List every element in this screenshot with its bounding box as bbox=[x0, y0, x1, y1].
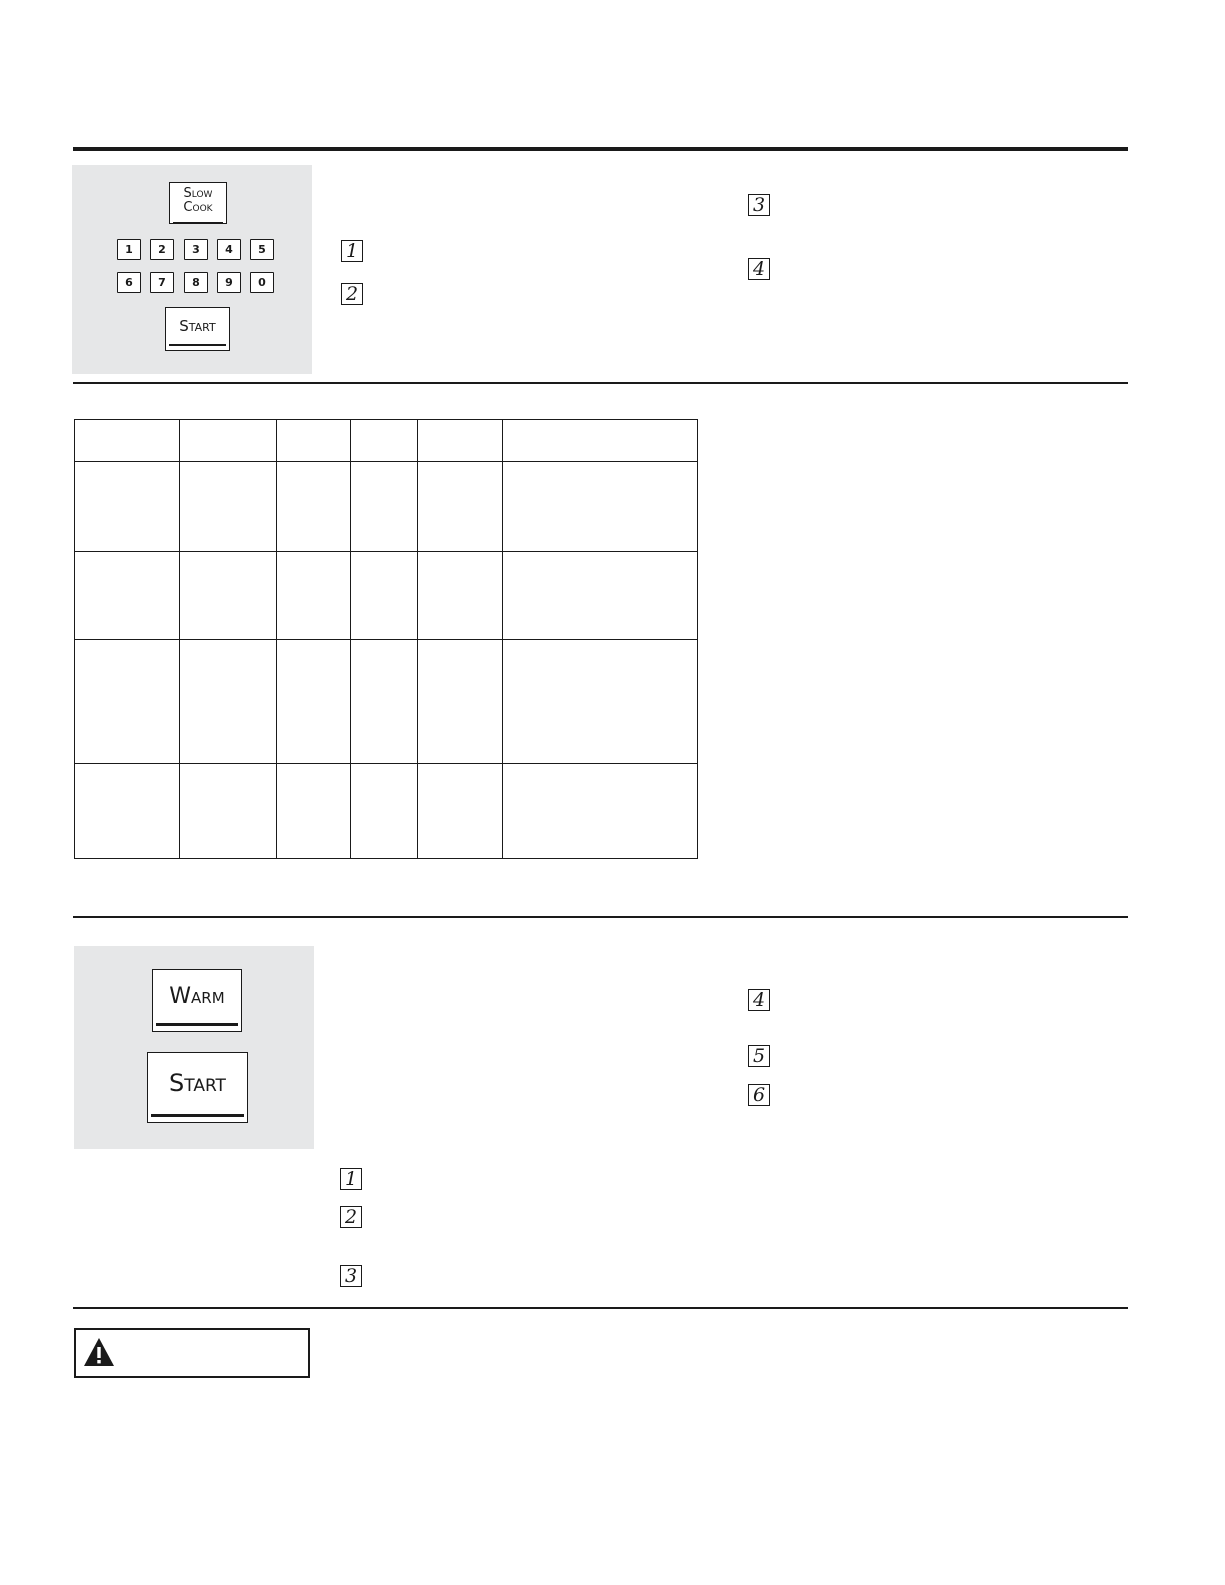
table-row-divider bbox=[75, 551, 697, 552]
warm-step-4: 4 bbox=[748, 989, 770, 1011]
warm-start-key[interactable] bbox=[147, 1052, 248, 1123]
number-key-8[interactable]: 8 bbox=[184, 272, 208, 293]
number-key-4[interactable]: 4 bbox=[217, 239, 241, 260]
section-rule-top bbox=[73, 147, 1128, 151]
start-key-label: Start bbox=[179, 317, 216, 335]
caution-box bbox=[74, 1328, 310, 1378]
key-underline bbox=[156, 1023, 238, 1026]
table-row-divider bbox=[75, 639, 697, 640]
warm-step-5: 5 bbox=[748, 1045, 770, 1067]
section-rule-caution bbox=[73, 1307, 1128, 1309]
table-row-divider bbox=[75, 763, 697, 764]
slow-cook-table bbox=[74, 419, 698, 859]
number-key-3[interactable]: 3 bbox=[184, 239, 208, 260]
table-row-divider bbox=[75, 461, 697, 462]
warm-key-label: Warm bbox=[169, 984, 225, 1009]
warm-step-2: 2 bbox=[340, 1206, 362, 1228]
number-key-6[interactable]: 6 bbox=[117, 272, 141, 293]
warning-triangle-icon bbox=[83, 1337, 115, 1367]
warm-key[interactable] bbox=[152, 969, 242, 1032]
number-key-2[interactable]: 2 bbox=[150, 239, 174, 260]
warm-step-6: 6 bbox=[748, 1084, 770, 1106]
number-key-9[interactable]: 9 bbox=[217, 272, 241, 293]
section-rule-warm bbox=[73, 916, 1128, 918]
section-rule-slow-cook bbox=[73, 382, 1128, 384]
warm-keypad-panel bbox=[74, 946, 314, 1149]
start-key-label: Start bbox=[169, 1068, 226, 1097]
key-underline bbox=[151, 1114, 244, 1117]
number-key-0[interactable]: 0 bbox=[250, 272, 274, 293]
warm-step-1: 1 bbox=[340, 1168, 362, 1190]
number-key-1[interactable]: 1 bbox=[117, 239, 141, 260]
slow-cook-key-line1: Slow bbox=[183, 185, 213, 201]
warm-step-3: 3 bbox=[340, 1265, 362, 1287]
key-underline bbox=[173, 222, 223, 223]
number-key-7[interactable]: 7 bbox=[150, 272, 174, 293]
key-underline bbox=[169, 344, 226, 346]
slow-cook-step-4: 4 bbox=[748, 258, 770, 280]
slow-cook-start-key[interactable] bbox=[165, 307, 230, 351]
slow-cook-step-3: 3 bbox=[748, 194, 770, 216]
slow-cook-step-1: 1 bbox=[341, 240, 363, 262]
slow-cook-key-line2: Cook bbox=[183, 199, 213, 215]
slow-cook-step-2: 2 bbox=[341, 283, 363, 305]
number-key-5[interactable]: 5 bbox=[250, 239, 274, 260]
slow-cook-key[interactable] bbox=[169, 182, 227, 224]
slow-cook-keypad-panel bbox=[72, 165, 312, 374]
